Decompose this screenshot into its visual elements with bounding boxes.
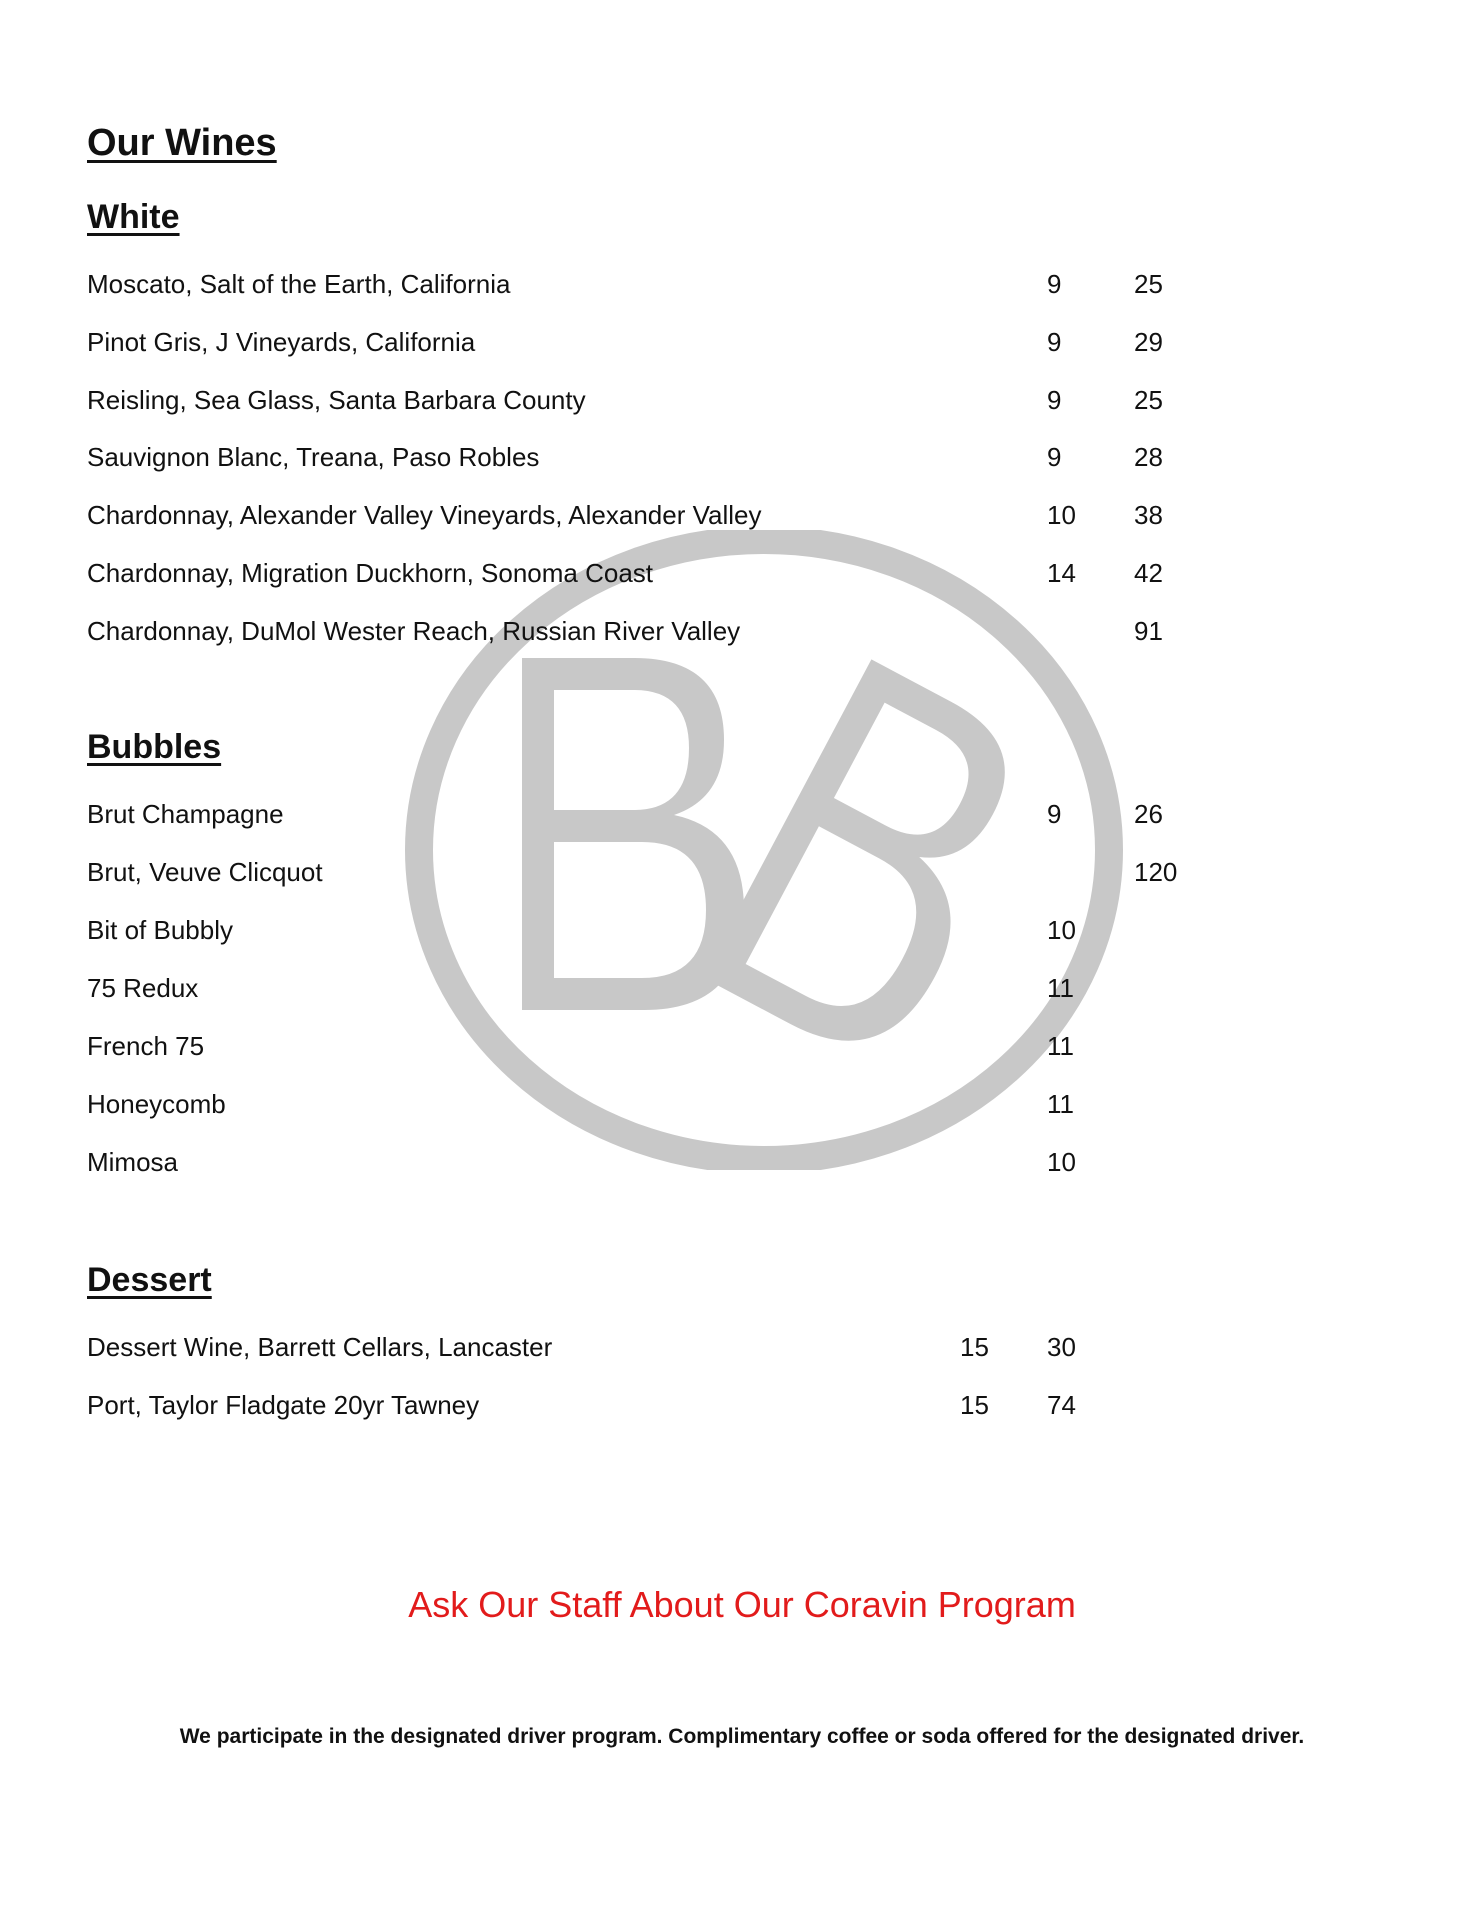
glass-price: 15 <box>960 1390 989 1420</box>
menu-item <box>87 1327 1287 1367</box>
coravin-note: Ask Our Staff About Our Coravin Program <box>408 1584 1076 1625</box>
bottle-price: 42 <box>1134 558 1163 588</box>
menu-item <box>87 852 1287 892</box>
menu-item <box>87 1142 1287 1182</box>
menu-item <box>87 437 1287 477</box>
item-name: Chardonnay, Migration Duckhorn, Sonoma Coast <box>87 558 654 588</box>
bottle-price: 28 <box>1134 442 1163 472</box>
glass-price: 11 <box>1047 1089 1074 1119</box>
menu-item <box>87 968 1287 1008</box>
section-title-white: White <box>87 198 180 236</box>
bottle-price: 26 <box>1134 799 1163 829</box>
section-title-dessert: Dessert <box>87 1261 212 1299</box>
item-name: Brut, Veuve Clicquot <box>87 857 323 887</box>
bottle-price: 29 <box>1134 327 1163 357</box>
glass-price: 9 <box>1047 799 1062 829</box>
menu-item <box>87 1084 1287 1124</box>
glass-price: 14 <box>1047 558 1076 588</box>
item-name: Honeycomb <box>87 1089 226 1119</box>
bottle-price: 38 <box>1134 500 1163 530</box>
section-title-bubbles: Bubbles <box>87 728 222 766</box>
glass-price: 10 <box>1047 500 1076 530</box>
glass-price: 9 <box>1047 385 1062 415</box>
item-name: Bit of Bubbly <box>87 915 233 945</box>
item-name: Sauvignon Blanc, Treana, Paso Robles <box>87 442 540 472</box>
menu-item <box>87 794 1287 834</box>
item-name: French 75 <box>87 1031 205 1061</box>
menu-item <box>87 1385 1287 1425</box>
bottle-price: 91 <box>1134 616 1163 646</box>
menu-item <box>87 611 1287 651</box>
menu-item <box>87 322 1287 362</box>
bottle-price: 120 <box>1134 857 1178 887</box>
glass-price: 10 <box>1047 1147 1076 1177</box>
bottle-price: 25 <box>1134 269 1163 299</box>
glass-price: 9 <box>1047 442 1062 472</box>
bottle-price: 25 <box>1134 385 1163 415</box>
item-name: Port, Taylor Fladgate 20yr Tawney <box>87 1390 480 1420</box>
menu-item <box>87 264 1287 304</box>
item-name: 75 Redux <box>87 973 199 1003</box>
designated-driver-note: We participate in the designated driver program. Complimentary coffee or soda offered for the designated driver. <box>179 1725 1305 1748</box>
item-name: Chardonnay, DuMol Wester Reach, Russian River Valley <box>87 616 741 646</box>
menu-item <box>87 380 1287 420</box>
menu-item <box>87 495 1287 535</box>
item-name: Mimosa <box>87 1147 179 1177</box>
glass-price: 9 <box>1047 327 1062 357</box>
item-name: Chardonnay, Alexander Valley Vineyards, Alexander Valley <box>87 500 762 530</box>
glass-price: 15 <box>960 1332 989 1362</box>
item-name: Dessert Wine, Barrett Cellars, Lancaster <box>87 1332 553 1362</box>
glass-price: 10 <box>1047 915 1076 945</box>
menu-item <box>87 1026 1287 1066</box>
bottle-price: 74 <box>1047 1390 1076 1420</box>
glass-price: 11 <box>1047 973 1074 1003</box>
item-name: Pinot Gris, J Vineyards, California <box>87 327 476 357</box>
menu-item <box>87 910 1287 950</box>
item-name: Brut Champagne <box>87 799 284 829</box>
bottle-price: 30 <box>1047 1332 1076 1362</box>
glass-price: 11 <box>1047 1031 1074 1061</box>
item-name: Moscato, Salt of the Earth, California <box>87 269 511 299</box>
menu-item <box>87 553 1287 593</box>
page-title: Our Wines <box>87 122 277 164</box>
glass-price: 9 <box>1047 269 1062 299</box>
item-name: Reisling, Sea Glass, Santa Barbara County <box>87 385 586 415</box>
